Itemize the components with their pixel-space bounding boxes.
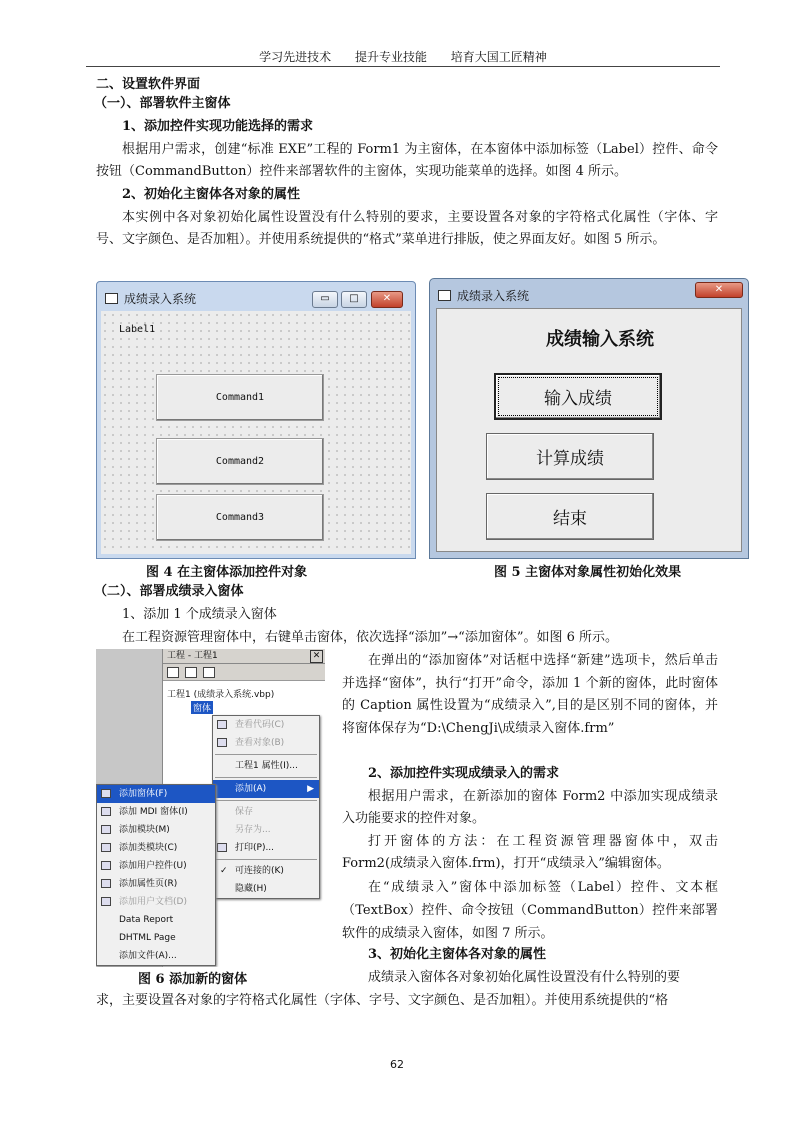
view-code-icon[interactable] xyxy=(167,667,179,678)
exit-button[interactable]: 结束 xyxy=(486,493,654,540)
object-icon xyxy=(217,738,227,747)
menu-item-save[interactable]: 保存 xyxy=(235,807,254,817)
paragraph-2-2: 在弹出的“添加窗体”对话框中选择“新建”选项卡，然后单击并选择“窗体”，执行“打开”命令，添加 1 个新的窗体，此时窗体的 Caption 属性设置为“成绩录入”,目的是区别不同的窗体，并将窗体保存为“D:\ChengJi\成绩录入窗体.frm” xyxy=(342,653,718,736)
context-menu xyxy=(212,715,320,899)
paragraph-2-5: 在“成绩录入”窗体中添加标签（Label）控件、文本框（TextBox）控件、命令按钮（CommandButton）控件来部署软件的成绩录入窗体，如图 7 所示。 xyxy=(342,880,718,941)
item-heading-2-1: 1、添加 1 个成绩录入窗体 xyxy=(122,607,277,622)
figure-4-caption: 图 4 在主窗体添加控件对象 xyxy=(146,565,308,580)
module-icon xyxy=(101,825,111,834)
page-header: 学习先进技术 提升专业技能 培育大国工匠精神 xyxy=(259,50,547,64)
form-client-area xyxy=(436,308,742,552)
menu-separator xyxy=(215,859,317,860)
printer-icon xyxy=(217,843,227,852)
form-icon xyxy=(105,293,118,304)
submenu-item-dhtml-page[interactable]: DHTML Page xyxy=(119,933,176,943)
menu-item-dockable[interactable]: ✓ 可连接的(K) xyxy=(213,862,319,880)
page-number: 62 xyxy=(390,1058,404,1071)
minimize-button[interactable]: ▭ xyxy=(312,291,338,308)
class-module-icon xyxy=(101,843,111,852)
item-heading-2-2: 2、添加控件实现成绩录入的需求 xyxy=(368,766,560,781)
command1-button[interactable]: Command1 xyxy=(156,374,324,421)
project-explorer-toolbar xyxy=(163,664,325,681)
subsection-heading-1: （一）、部署软件主窗体 xyxy=(94,96,231,111)
project-explorer-titlebar: 工程 - 工程1 ✕ xyxy=(163,649,325,664)
menu-separator xyxy=(215,800,317,801)
mdi-form-icon xyxy=(101,807,111,816)
menu-item-properties[interactable]: 工程1 属性(I)... xyxy=(235,761,298,771)
property-page-icon xyxy=(101,879,111,888)
check-icon: ✓ xyxy=(220,866,228,876)
command3-button[interactable]: Command3 xyxy=(156,494,324,541)
menu-item-save-as[interactable]: 另存为... xyxy=(235,825,271,835)
menu-item-view-code[interactable]: 查看代码(C) xyxy=(213,716,319,734)
paragraph-2-4: 打开窗体的方法：在工程资源管理器窗体中，双击 Form2(成绩录入窗体.frm)，打开“成绩录入”编辑窗体。 xyxy=(342,834,718,871)
section-heading: 二、设置软件界面 xyxy=(96,77,201,92)
form-titlebar: 成绩录入系统 xyxy=(438,287,529,304)
paragraph-2-6-line1: 成绩录入窗体各对象初始化属性设置没有什么特别的要 xyxy=(368,970,681,985)
tree-folder-forms[interactable]: 窗体 xyxy=(191,701,213,714)
submenu-item-add-class-module[interactable]: 添加类模块(C) xyxy=(97,839,215,857)
figure-6-caption: 图 6 添加新的窗体 xyxy=(138,972,248,987)
form-heading-label: 成绩输入系统 xyxy=(546,329,654,350)
user-document-icon xyxy=(101,897,111,906)
close-button[interactable]: ✕ xyxy=(695,282,743,298)
paragraph-1-2: 本实例中各对象初始化属性设置没有什么特别的要求，主要设置各对象的字符格式化属性（字体、字号、文字颜色、是否加粗）。并使用系统提供的“格式”菜单进行排版，使之界面友好。如图 5 所示。 xyxy=(96,210,718,247)
figure-6-context-menu xyxy=(96,649,325,967)
toggle-folders-icon[interactable] xyxy=(203,667,215,678)
menu-separator xyxy=(215,777,317,778)
input-score-button[interactable]: 输入成绩 xyxy=(494,373,662,420)
submenu-item-add-user-document[interactable]: 添加用户文档(D) xyxy=(97,893,215,911)
header-rule xyxy=(86,66,720,67)
submenu-item-add-mdi-form[interactable]: 添加 MDI 窗体(I) xyxy=(97,803,215,821)
submenu-arrow-icon: ▶ xyxy=(307,784,314,794)
close-button[interactable]: ✕ xyxy=(371,291,403,308)
figure-4-designer-form xyxy=(96,281,416,559)
code-icon xyxy=(217,720,227,729)
close-icon[interactable]: ✕ xyxy=(310,650,323,663)
add-submenu xyxy=(96,784,216,966)
menu-separator xyxy=(215,754,317,755)
submenu-item-add-property-page[interactable]: 添加属性页(R) xyxy=(97,875,215,893)
calculate-score-button[interactable]: 计算成绩 xyxy=(486,433,654,480)
submenu-item-add-user-control[interactable]: 添加用户控件(U) xyxy=(97,857,215,875)
paragraph-1-1: 根据用户需求，创建“标准 EXE”工程的 Form1 为主窗体，在本窗体中添加标签（Label）控件、命令按钮（CommandButton）控件来部署软件的主窗体，实现功能菜单的选择。如图 4 所示。 xyxy=(96,142,718,179)
command2-button[interactable]: Command2 xyxy=(156,438,324,485)
menu-item-hide[interactable]: 隐藏(H) xyxy=(235,884,267,894)
submenu-item-add-module[interactable]: 添加模块(M) xyxy=(97,821,215,839)
subsection-heading-2: （二）、部署成绩录入窗体 xyxy=(94,584,244,599)
menu-item-view-object[interactable]: 查看对象(B) xyxy=(213,734,319,752)
form-icon xyxy=(101,789,111,798)
paragraph-2-3: 根据用户需求，在新添加的窗体 Form2 中添加实现成绩录入功能要求的控件对象。 xyxy=(342,789,718,826)
item-heading-2-3: 3、初始化主窗体各对象的属性 xyxy=(368,947,547,962)
form-icon xyxy=(438,290,451,301)
paragraph-2-6-line2: 求，主要设置各对象的字符格式化属性（字体、字号、文字颜色、是否加粗）。并使用系统提供的“格 xyxy=(96,993,669,1008)
label1-control[interactable]: Label1 xyxy=(119,324,156,335)
submenu-item-data-report[interactable]: Data Report xyxy=(119,915,174,925)
submenu-item-add-form[interactable]: 添加窗体(F) xyxy=(97,785,215,803)
submenu-item-add-file[interactable]: 添加文件(A)... xyxy=(119,951,177,961)
menu-item-add[interactable]: 添加(A) ▶ xyxy=(213,780,319,798)
figure-5-caption: 图 5 主窗体对象属性初始化效果 xyxy=(494,565,682,580)
item-heading-1-2: 2、初始化主窗体各对象的属性 xyxy=(122,187,301,202)
maximize-button[interactable]: □ xyxy=(341,291,367,308)
view-object-icon[interactable] xyxy=(185,667,197,678)
form-titlebar: 成绩录入系统 xyxy=(105,290,196,307)
form-client-area xyxy=(101,311,411,554)
menu-item-print[interactable]: 打印(P)... xyxy=(213,839,319,857)
paragraph-2-1: 在工程资源管理窗体中，右键单击窗体，依次选择“添加”→“添加窗体”。如图 6 所示。 xyxy=(122,630,619,645)
figure-5-runtime-form xyxy=(429,278,749,559)
user-control-icon xyxy=(101,861,111,870)
item-heading-1-1: 1、添加控件实现功能选择的需求 xyxy=(122,119,314,134)
tree-root[interactable]: 工程1 (成绩录入系统.vbp) xyxy=(167,690,275,700)
